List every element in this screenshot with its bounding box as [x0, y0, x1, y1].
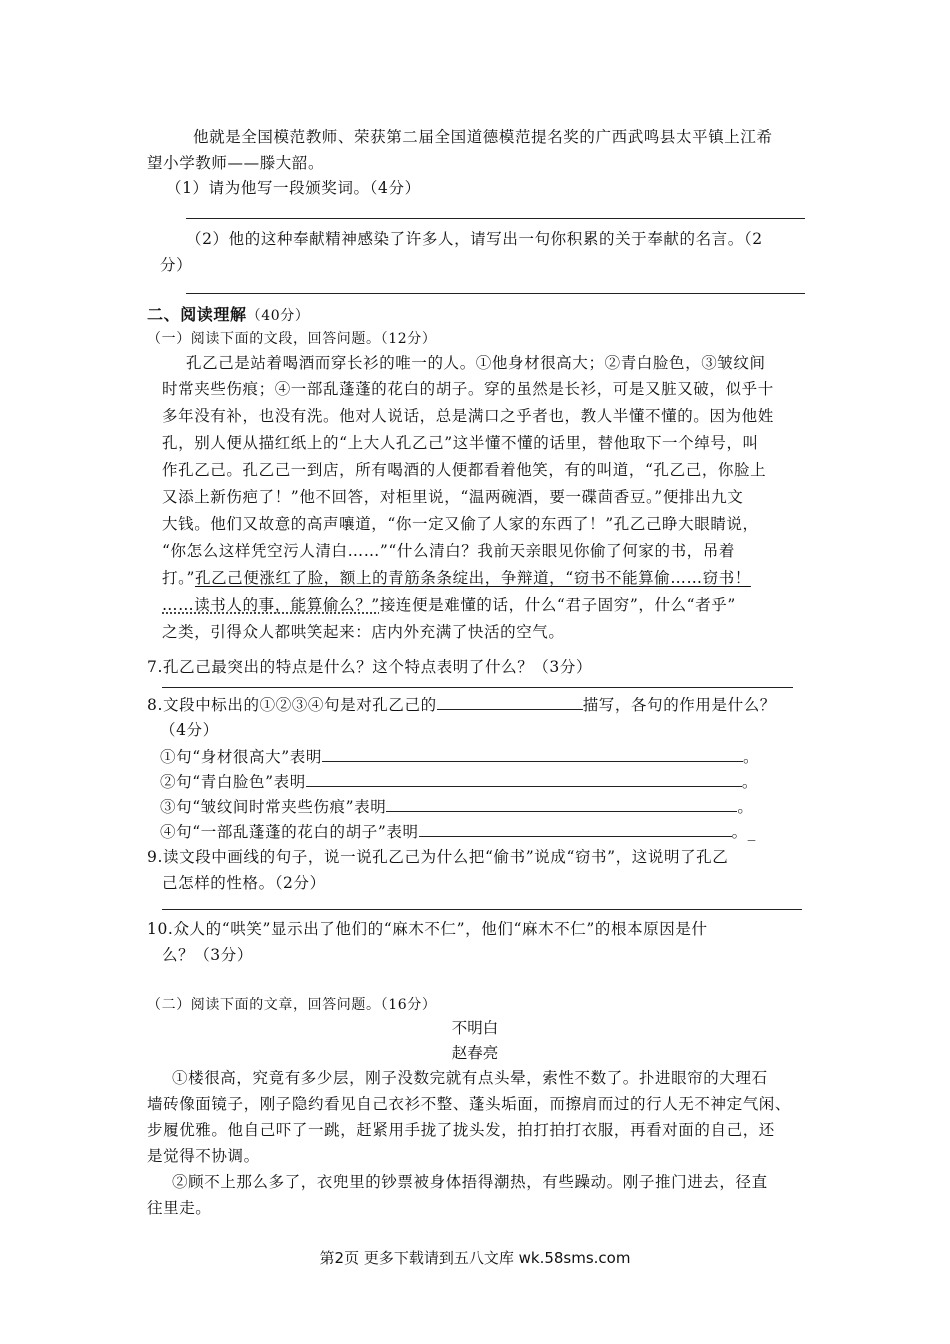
- article-line-1: ①楼很高，究竟有多少层，刚子没数完就有点头晕，索性不数了。扑进眼帘的大理石: [172, 1069, 768, 1087]
- question-10-line-2: 么？（3分）: [162, 946, 253, 964]
- answer-line-q9[interactable]: [162, 909, 802, 910]
- q8-item-2-text: ②句“青白脸色”表明: [160, 773, 306, 791]
- question-9-line-1: 9.读文段中画线的句子，说一说孔乙己为什么把“偷书”说成“窃书”，这说明了孔乙: [147, 848, 729, 866]
- q8-item-2-end: 。: [741, 773, 758, 791]
- question-9-line-2: 己怎样的性格。（2分）: [162, 874, 326, 892]
- section-heading: [147, 304, 309, 327]
- article-line-2: 墙砖像面镜子，刚子隐约看见自己衣衫不整、蓬头垢面，而擦肩而过的行人无不神定气闲、: [147, 1095, 792, 1113]
- q8-item-4-end: 。_: [731, 823, 757, 841]
- passage-line-9: [162, 567, 751, 589]
- passage-line-10-b: 接连便是难懂的话，什么“君子固穷”，什么“者乎”: [379, 596, 736, 614]
- q8-item-1-blank[interactable]: [322, 745, 743, 762]
- q8-item-4-blank[interactable]: [419, 820, 732, 837]
- answer-line-q7[interactable]: [162, 687, 793, 688]
- intro-line-1: 他就是全国模范教师、荣获第二届全国道德模范提名奖的广西武鸣县太平镇上江希: [193, 128, 773, 146]
- passage-line-10: [162, 594, 736, 616]
- q8-item-1: [160, 745, 759, 768]
- article-author: 赵春亮: [451, 1044, 499, 1062]
- page-footer: 第2页 更多下载请到五八文库 wk.58sms.com: [319, 1249, 631, 1267]
- article-line-3: 步履优雅。他自己吓了一跳，赶紧用手拢了拢头发，拍打拍打衣服，再看对面的自己，还: [147, 1121, 775, 1139]
- section-title: 二、阅读理解: [147, 305, 247, 324]
- passage-line-8: “你怎么这样凭空污人清白……”“什么清白？我前天亲眼见你偷了何家的书，吊着: [162, 542, 735, 560]
- intro-line-2: 望小学教师——滕大韶。: [147, 154, 325, 172]
- article-line-6: 往里走。: [147, 1199, 212, 1217]
- q8-item-2: [160, 770, 758, 793]
- passage-line-4: 孔，别人便从描红纸上的“上大人孔乙己”这半懂不懂的话里，替他取下一个绰号，叫: [162, 434, 759, 452]
- passage-line-7: 大钱。他们又故意的高声嚷道，“你一定又偷了人家的东西了！”孔乙己睁大眼睛说，: [162, 515, 759, 533]
- question-2-line-1: （2）他的这种奉献精神感染了许多人，请写出一句你积累的关于奉献的名言。（2: [186, 230, 763, 248]
- question-1: （1）请为他写一段颁奖词。（4分）: [166, 179, 421, 197]
- passage-line-3: 多年没有补，也没有洗。他对人说话，总是满口之乎者也，教人半懂不懂的。因为他姓: [162, 407, 774, 425]
- passage-line-11: 之类，引得众人都哄笑起来：店内外充满了快活的空气。: [162, 623, 565, 641]
- answer-line-2[interactable]: [186, 293, 805, 294]
- question-10-line-1: 10.众人的“哄笑”显示出了他们的“麻木不仁”，他们“麻木不仁”的根本原因是什: [147, 920, 708, 938]
- answer-line-1[interactable]: [186, 218, 805, 219]
- question-8-text-a: 8.文段中标出的①②③④句是对孔乙己的: [147, 696, 437, 714]
- question-7: 7.孔乙己最突出的特点是什么？这个特点表明了什么？（3分）: [147, 658, 593, 676]
- question-8-blank[interactable]: [437, 693, 583, 710]
- q8-item-3-blank[interactable]: [386, 795, 737, 812]
- q8-item-1-text: ①句“身材很高大”表明: [160, 748, 322, 766]
- question-8-line-1: [147, 693, 776, 716]
- q8-item-4-text: ④句“一部乱蓬蓬的花白的胡子”表明: [160, 823, 419, 841]
- question-8-line-2: （4分）: [160, 721, 219, 739]
- question-8-text-b: 描写，各句的作用是什么？: [582, 696, 776, 714]
- q8-item-3-end: 。: [737, 798, 754, 816]
- q8-item-1-end: 。: [742, 748, 760, 766]
- part1-heading: （一）阅读下面的文段，回答问题。（12分）: [147, 331, 437, 347]
- passage-line-9-a: 打。”: [162, 569, 195, 587]
- q8-item-3: [160, 795, 753, 818]
- article-line-5: ②顾不上那么多了，衣兜里的钞票被身体捂得潮热，有些躁动。刚子推门进去，径直: [172, 1173, 768, 1191]
- section-score: （40分）: [246, 308, 310, 324]
- question-2-line-2: 分）: [160, 256, 193, 274]
- q8-item-2-blank[interactable]: [306, 770, 742, 787]
- underlined-sentence-a: 孔乙己便涨红了脸，额上的青筋条条绽出，争辩道，“窃书不能算偷……窃书！: [194, 569, 751, 587]
- passage-line-5: 作孔乙己。孔乙己一到店，所有喝酒的人便都看着他笑，有的叫道，“孔乙己，你脸上: [162, 461, 767, 479]
- q8-item-3-text: ③句“皱纹间时常夹些伤痕”表明: [160, 798, 387, 816]
- article-title: 不明白: [451, 1019, 499, 1037]
- part2-heading: （二）阅读下面的文章，回答问题。（16分）: [147, 997, 437, 1013]
- passage-line-1: 孔乙己是站着喝酒而穿长衫的唯一的人。①他身材很高大；②青白脸色，③皱纹间: [186, 354, 766, 372]
- passage-line-6: 又添上新伤疤了！”他不回答，对柜里说，“温两碗酒，要一碟茴香豆。”便排出九文: [162, 488, 744, 506]
- article-line-4: 是觉得不协调。: [147, 1147, 260, 1165]
- underlined-sentence-b: ……读书人的事，能算偷么？”: [162, 596, 380, 614]
- q8-item-4: [160, 820, 756, 843]
- passage-line-2: 时常夹些伤痕；④一部乱蓬蓬的花白的胡子。穿的虽然是长衫，可是又脏又破，似乎十: [162, 380, 774, 398]
